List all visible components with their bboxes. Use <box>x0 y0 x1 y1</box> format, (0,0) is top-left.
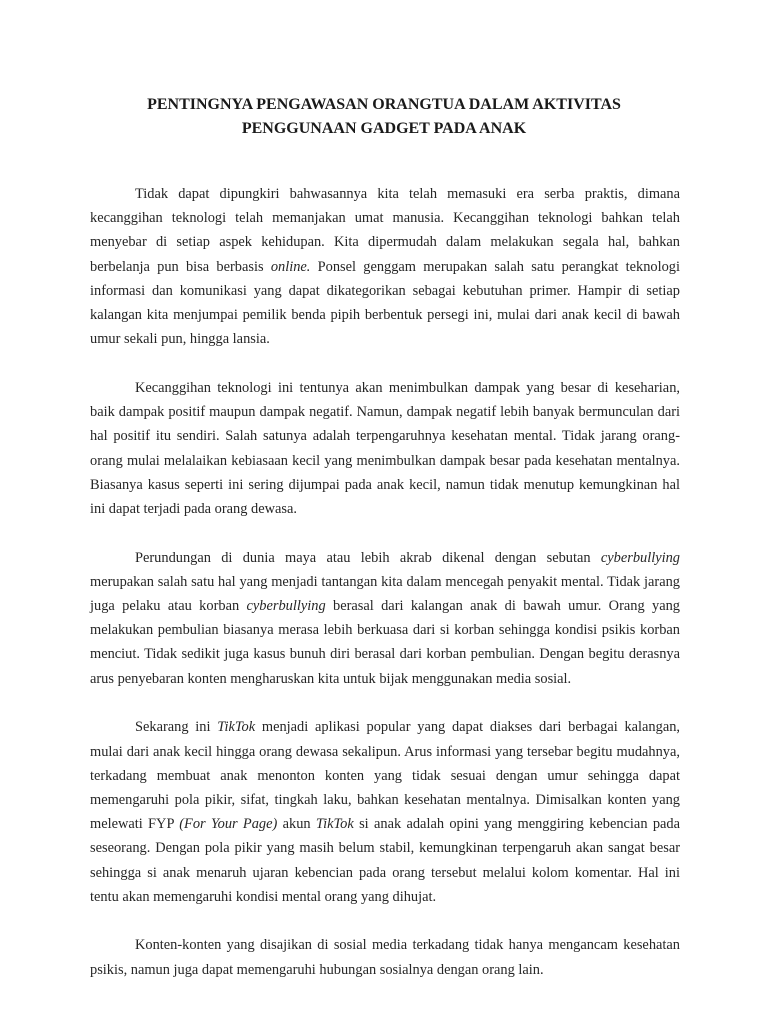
italic-term: cyberbullying <box>600 549 680 566</box>
paragraph-text: Kecanggihan teknologi ini tentunya akan menimbulkan dampak yang besar di keseharian, baik dampak positif maupun dampak negatif. Namun, dampak negatif lebih banyak bermunculan dari hal positif itu sendiri. Salah satunya adalah terpengaruhnya kesehatan mental. Tidak jarang orang-orang mulai melalaikan kebiasaan kecil yang menimbulkan dampak besar pada kesehatan mentalnya. Biasanya kasus seperti ini sering dijumpai pada anak kecil, namun tidak menutup kemungkinan hal ini dapat terjadi pada orang dewasa. <box>90 379 680 517</box>
paragraph-text: akun <box>277 816 316 833</box>
title-line-2: PENGGUNAAN GADGET PADA ANAK <box>241 120 527 137</box>
paragraph <box>90 546 680 691</box>
title-line-1: PENTINGNYA PENGAWASAN ORANGTUA DALAM AKTIVITAS <box>147 96 621 113</box>
paragraph-text: Perundungan di dunia maya atau lebih akrab dikenal dengan sebutan <box>135 549 601 566</box>
paragraph <box>90 182 680 351</box>
paragraph-text: Konten-konten yang disajikan di sosial media terkadang tidak hanya mengancam kesehatan psikis, namun juga dapat memengaruhi hubungan sosialnya dengan orang lain. <box>90 937 680 978</box>
paragraph <box>90 715 680 909</box>
paragraph-text: Tidak dapat dipungkiri bahwasannya kita telah memasuki era serba praktis, dimana kecanggihan teknologi telah memanjakan umat manusia. Kecanggihan teknologi bahkan telah menyebar di setiap aspek kehidupan. Kita dipermudah dalam melakukan segala hal, bahkan berbelanja pun bisa berbasis <box>90 186 680 275</box>
italic-term: (For Your Page) <box>179 816 278 833</box>
paragraph-text: menjadi aplikasi popular yang dapat diakses dari berbagai kalangan, mulai dari anak kecil hingga orang dewasa sekalipun. Arus informasi yang tersebar begitu mudahnya, terkadang membuat anak menonton konten yang tidak sesuai dengan umur sehingga dapat memengaruhi pola pikir, sifat, tingkah laku, bahkan kesehatan mentalnya. Dimisalkan konten yang melewati FYP <box>90 719 680 833</box>
paragraph-text: berasal dari kalangan anak di bawah umur. Orang yang melakukan pembulian biasanya merasa lebih berkuasa dari si korban sehingga kondisi psikis korban menciut. Tidak sedikit juga kasus bunuh diri berasal dari korban pembulian. Dengan begitu derasnya arus penyebaran konten mengharuskan kita untuk bijak menggunakan media sosial. <box>90 598 680 687</box>
paragraph <box>90 933 680 981</box>
paragraph-text: Sekarang ini <box>135 719 218 736</box>
italic-term: cyberbullying <box>246 598 326 615</box>
document-title <box>90 93 678 141</box>
paragraph-text: Ponsel genggam merupakan salah satu perangkat teknologi informasi dan komunikasi yang dapat dikategorikan sebagai kebutuhan primer. Hampir di setiap kalangan kita menjumpai pemilik benda pipih berbentuk persegi ini, mulai dari anak kecil di bawah umur sekali pun, hingga lansia. <box>90 258 680 348</box>
paragraph <box>90 376 680 521</box>
italic-term: online. <box>270 258 311 275</box>
italic-term: TikTok <box>217 719 256 736</box>
paragraph-text: si anak adalah opini yang menggiring kebencian pada seseorang. Dengan pola pikir yang masih belum stabil, kemungkinan terpengaruh akan sangat besar sehingga si anak menaruh ujaran kebencian pada orang tersebut melalui kolom komentar. Hal ini tentu akan memengaruhi kondisi mental orang yang dihujat. <box>90 816 680 905</box>
paragraph-text: merupakan salah satu hal yang menjadi tantangan kita dalam mencegah penyakit mental. Tidak jarang juga pelaku atau korban <box>90 573 680 615</box>
italic-term: TikTok <box>315 816 354 833</box>
document-body <box>90 182 680 1006</box>
